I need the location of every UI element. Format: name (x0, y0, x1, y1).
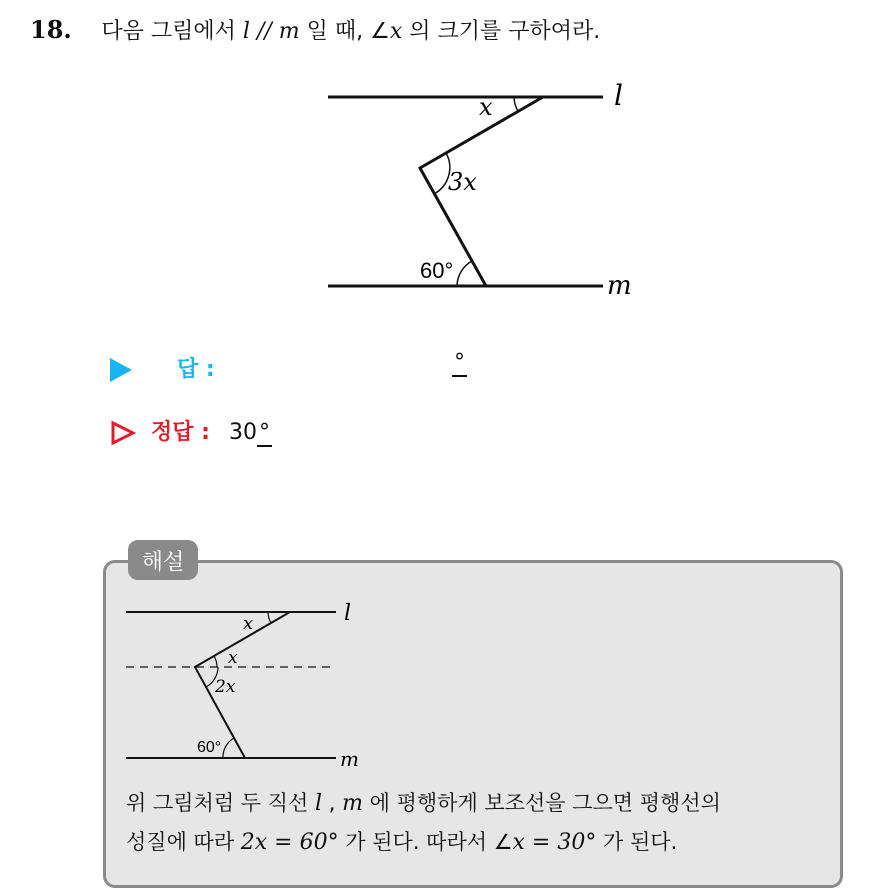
answer-row (110, 352, 215, 383)
outline-triangle-icon (110, 420, 136, 446)
sol-angle-bottom: 60° (197, 739, 222, 756)
solution-tab: 해설 (128, 540, 198, 580)
solution-line-1: 위 그림처럼 두 직선 l , m 에 평행하게 보조선을 그으면 평행선의 (126, 791, 721, 816)
sol-angle-top: x (243, 613, 254, 634)
question-number: 18. (30, 15, 72, 44)
answer-label: 답 : (177, 357, 215, 382)
correct-answer-label: 정답 : (151, 420, 210, 445)
sol-angle-upper: x (228, 648, 238, 668)
question-text: 다음 그림에서 l // m 일 때, ∠x 의 크기를 구하여라. (101, 19, 601, 44)
sol-arc-upper (214, 656, 217, 667)
angle-arc-top (514, 97, 518, 111)
label-m: m (607, 271, 632, 301)
sol-angle-lower: 2x (215, 677, 236, 697)
angle-label-bottom: 60° (420, 258, 454, 283)
play-triangle-icon (110, 358, 132, 382)
label-l: l (614, 79, 623, 112)
solution-text (126, 784, 836, 862)
sol-label-m: m (340, 747, 359, 771)
solution-line-2: 성질에 따라 2x = 60° 가 된다. 따라서 ∠x = 30° 가 된다. (126, 830, 678, 855)
angle-label-middle: 3x (448, 168, 477, 196)
sol-label-l: l (344, 601, 352, 626)
answer-blank-unit: ° (454, 350, 465, 375)
sol-arc-top (268, 612, 271, 623)
correct-answer-row (110, 415, 272, 446)
angle-label-top: x (479, 93, 493, 121)
sol-arc-bottom (223, 738, 234, 758)
correct-answer-value: 30° (228, 420, 270, 445)
angle-arc-bottom (457, 261, 472, 286)
solution-figure (0, 590, 884, 790)
question-figure (0, 60, 884, 380)
answer-blank[interactable] (452, 350, 467, 375)
question-header (30, 14, 600, 45)
